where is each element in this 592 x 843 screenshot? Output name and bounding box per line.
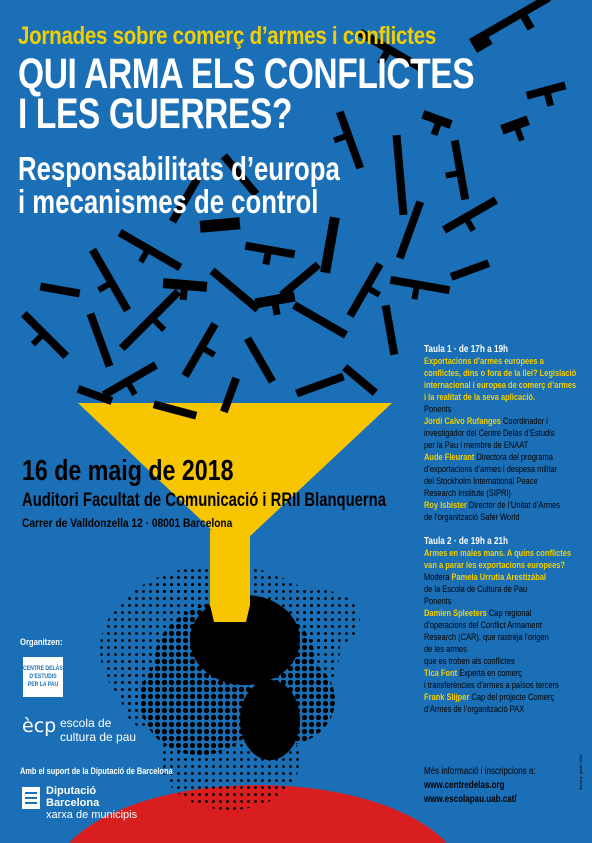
diputacio-logo xyxy=(22,785,162,819)
logo-text: D’ESTUDIS xyxy=(29,673,57,680)
speaker xyxy=(424,452,580,500)
main-title-line: I LES GUERRES? xyxy=(18,90,293,138)
main-title-line: QUI ARMA ELS CONFLICTES xyxy=(18,50,475,98)
moderator-desc: de la Escola de Cultura de Pau xyxy=(424,584,528,595)
support-label: Amb el suport de la Diputació de Barcelona xyxy=(20,766,173,776)
event-date: 16 de maig de 2018 xyxy=(22,455,234,487)
logo-text: Diputació xyxy=(46,785,97,797)
link-escolapau[interactable]: www.escolapau.uab.cat/ xyxy=(424,794,517,805)
more-info xyxy=(424,765,536,807)
speaker-desc: d’Armes de l’organització PAX xyxy=(424,704,525,715)
table2-speakers-label: Ponents xyxy=(424,596,452,607)
funnel-icon xyxy=(78,403,392,622)
subtitle-line: i mecanismes de control xyxy=(18,183,319,220)
logo-text: Barcelona xyxy=(46,797,100,809)
escola-cultura-pau-logo xyxy=(22,713,152,745)
speaker-desc: Cap regional xyxy=(486,608,532,619)
speaker-desc: Cap del projecte Comerç xyxy=(469,692,555,703)
link-centredelas[interactable]: www.centredelas.org xyxy=(424,780,505,791)
more-info-label: Més informació i inscripcions a: xyxy=(424,766,536,777)
speaker-name: Frank Slijper xyxy=(424,692,470,703)
ecp-mark: ècp xyxy=(22,715,57,737)
logo-text: xarxa de municipis xyxy=(46,809,138,821)
speaker xyxy=(424,500,580,524)
speaker-name: Damien Spleeters xyxy=(424,608,487,619)
moderator-label: Modera xyxy=(424,572,450,583)
speaker-desc: de les armes xyxy=(424,644,467,655)
speaker-desc: Research Institute (SIPRI) xyxy=(424,488,511,499)
main-title xyxy=(18,50,475,138)
moderator-name: Pamela Urrutia Arestizábal xyxy=(451,572,547,583)
subtitle-line: Responsabilitats d’europa xyxy=(18,150,340,187)
speaker-desc: Directora del programa xyxy=(474,452,553,463)
speaker xyxy=(424,668,580,692)
event-address: Carrer de Valldonzella 12 · 08001 Barcelona xyxy=(22,516,233,530)
speaker-desc: per la Pau i membre de ENAAT xyxy=(424,440,529,451)
speaker-desc: que es troben als conflictes xyxy=(424,656,515,667)
speaker-name: Roy Isbister xyxy=(424,500,467,511)
subtitle xyxy=(18,152,340,218)
speaker-name: Tica Font xyxy=(424,668,458,679)
speaker-desc: investigador del Centre Delàs d’Estudis xyxy=(424,428,555,439)
centre-delas-logo xyxy=(22,656,64,698)
event-venue: Auditori Facultat de Comunicació i RRII Blanquerna xyxy=(22,490,386,511)
logo-text: CENTRE DELÀS xyxy=(23,665,63,672)
diputacio-seal-icon xyxy=(22,787,40,809)
logo-text: PER LA PAU xyxy=(27,681,59,688)
topic-line: i la realitat de la seva aplicació. xyxy=(424,392,536,403)
ecp-name xyxy=(60,716,136,744)
speaker-desc: d’exportacions d’armes i despesa militar xyxy=(424,464,558,475)
speaker xyxy=(424,416,580,452)
speaker-name: Aude Fleurant xyxy=(424,452,475,463)
topic-line: conflictes, dins o fora de la llei? Legislació xyxy=(424,368,577,379)
speaker xyxy=(424,692,580,716)
logo-text: cultura de pau xyxy=(60,730,137,744)
speaker-desc: Experta en comerç xyxy=(457,668,523,679)
speaker-desc: Coordinador i xyxy=(500,416,548,427)
speaker-desc: Research (CAR), que rastreja l’origen xyxy=(424,632,549,643)
topic-line: Armes en males mans. A quins conflictes xyxy=(424,548,572,559)
table1-speakers-label: Ponents xyxy=(424,404,452,415)
table1-topic xyxy=(424,356,580,404)
speaker-desc: i transferències d’armes a països tercers xyxy=(424,680,559,691)
topic-line: van a parar les exportacions europees? xyxy=(424,560,565,571)
speaker xyxy=(424,608,580,668)
organizers-label: Organitzen: xyxy=(20,637,63,647)
topic-line: internacional i europea de comerç d’armes xyxy=(424,380,577,391)
series-title: Jornades sobre comerç d’armes i conflictes xyxy=(18,22,437,50)
topic-line: Exportacions d’armes europees a xyxy=(424,356,544,367)
speaker-desc: del Stockholm International Peace xyxy=(424,476,538,487)
table2-topic xyxy=(424,548,580,572)
logo-text: escola de xyxy=(60,716,112,730)
design-credit: disseny: gràfic 2018 xyxy=(578,754,583,790)
speaker-desc: Director de l’Unitat d’Armes xyxy=(466,500,561,511)
program xyxy=(424,343,580,716)
speaker-name: Jordi Calvo Rufanges xyxy=(424,416,501,427)
speaker-desc: de l’organització Safer World xyxy=(424,512,520,523)
table2-heading: Taula 2 · de 19h a 21h xyxy=(424,535,509,547)
diputacio-name xyxy=(46,785,137,821)
speaker-desc: d’operacions del Conflict Armament xyxy=(424,620,542,631)
table1-heading: Taula 1 · de 17h a 19h xyxy=(424,343,509,355)
moderator xyxy=(424,572,580,596)
